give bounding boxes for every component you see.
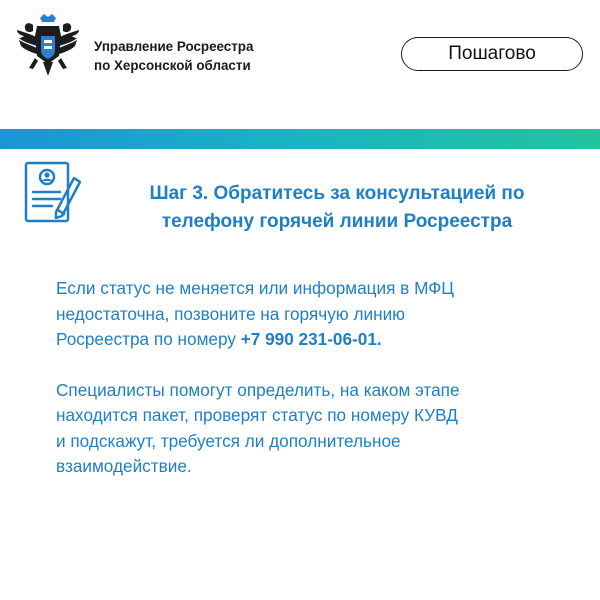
paragraph-2-line-1: Специалисты помогут определить, на каком этапе <box>56 379 460 400</box>
phone-prefix: Росреестра по номеру <box>56 329 241 349</box>
paragraph-1-line-1: Если статус не меняется или информация в МФЦ <box>56 278 454 298</box>
organization-name <box>94 37 253 75</box>
step-title-line-2: телефону горячей линии Росреестра <box>161 211 513 232</box>
paragraph-2-line-3: и подскажут, требуется ли дополнительное <box>56 430 401 451</box>
organization-name-line-2: по Херсонской области <box>94 58 251 73</box>
gradient-divider <box>0 129 600 149</box>
step-title <box>92 180 582 236</box>
double-headed-eagle-emblem-icon <box>13 12 83 84</box>
paragraph-1-line-2: недостаточна, позвоните на горячую линию <box>56 303 406 324</box>
paragraph-1-line-3 <box>56 327 556 353</box>
document-with-pen-icon <box>24 160 84 228</box>
step-title-line-1: Шаг 3. Обратитесь за консультацией по <box>149 183 525 204</box>
hotline-phone-number[interactable]: +7 990 231-06-01. <box>240 329 382 349</box>
paragraph-gap <box>56 353 556 378</box>
paragraph-2-line-2: находится пакет, проверят статус по номеру КУВД <box>56 405 458 425</box>
step-description <box>56 276 556 480</box>
paragraph-2-line-4: взаимодействие. <box>56 456 192 476</box>
step-by-step-button[interactable]: Пошагово <box>401 37 583 71</box>
organization-name-line-1: Управление Росреестра <box>94 39 254 54</box>
